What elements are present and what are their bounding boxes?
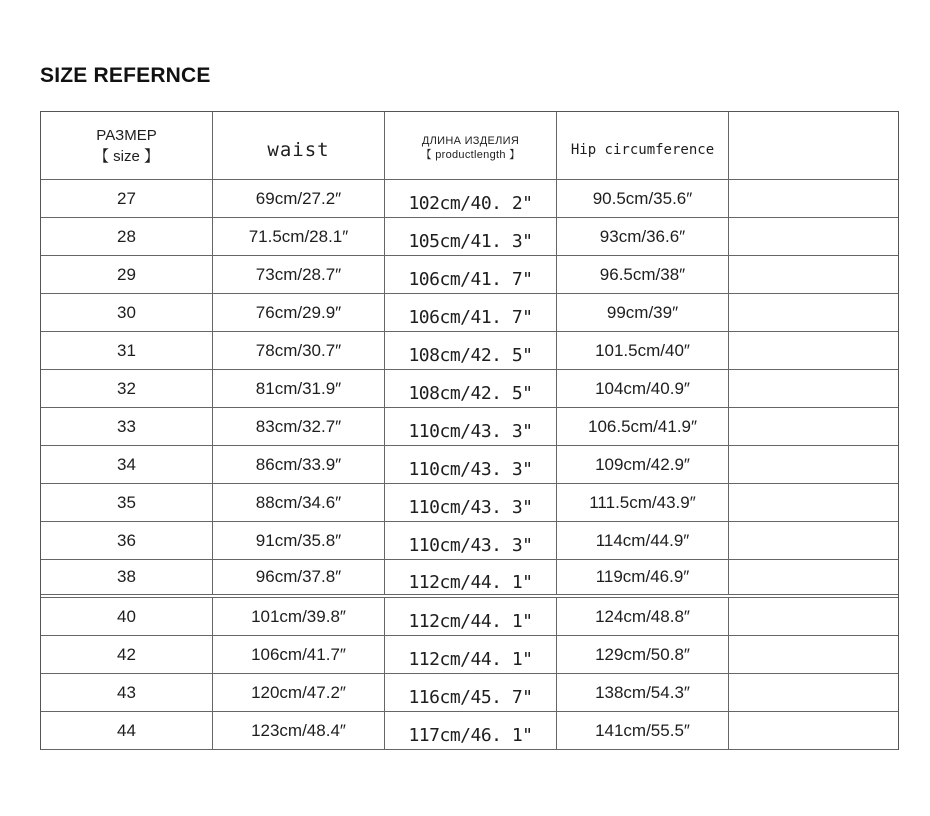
hip-cell: 129cm/50.8″ xyxy=(557,636,729,673)
extra-cell xyxy=(729,294,898,331)
hip-cell: 90.5cm/35.6″ xyxy=(557,180,729,217)
hip-cell: 104cm/40.9″ xyxy=(557,370,729,407)
table-header-row xyxy=(41,112,898,180)
size-cell: 44 xyxy=(41,712,213,749)
size-cell: 32 xyxy=(41,370,213,407)
extra-cell xyxy=(729,560,898,594)
table-row xyxy=(41,294,898,332)
waist-cell: 123cm/48.4″ xyxy=(213,712,385,749)
length-cell: 116cm/45. 7" xyxy=(385,674,557,711)
header-length xyxy=(385,112,557,179)
length-cell: 108cm/42. 5" xyxy=(385,370,557,407)
table-row xyxy=(41,408,898,446)
extra-cell xyxy=(729,218,898,255)
size-cell: 34 xyxy=(41,446,213,483)
length-cell: 112cm/44. 1" xyxy=(385,560,557,594)
hip-cell: 141cm/55.5″ xyxy=(557,712,729,749)
table-row xyxy=(41,674,898,712)
size-cell: 31 xyxy=(41,332,213,369)
header-size-line1: РАЗМЕР xyxy=(96,126,157,144)
table-row xyxy=(41,484,898,522)
waist-cell: 81cm/31.9″ xyxy=(213,370,385,407)
header-extra xyxy=(729,112,898,179)
extra-cell xyxy=(729,636,898,673)
length-cell: 102cm/40. 2" xyxy=(385,180,557,217)
size-cell: 40 xyxy=(41,598,213,635)
length-cell: 110cm/43. 3" xyxy=(385,408,557,445)
size-cell: 35 xyxy=(41,484,213,521)
extra-cell xyxy=(729,408,898,445)
hip-cell: 124cm/48.8″ xyxy=(557,598,729,635)
waist-cell: 96cm/37.8″ xyxy=(213,560,385,594)
header-length-line2: 【 productlength 】 xyxy=(420,148,521,161)
hip-cell: 93cm/36.6″ xyxy=(557,218,729,255)
extra-cell xyxy=(729,712,898,749)
hip-cell: 101.5cm/40″ xyxy=(557,332,729,369)
hip-cell: 111.5cm/43.9″ xyxy=(557,484,729,521)
length-cell: 110cm/43. 3" xyxy=(385,484,557,521)
extra-cell xyxy=(729,674,898,711)
waist-cell: 71.5cm/28.1″ xyxy=(213,218,385,255)
size-cell: 42 xyxy=(41,636,213,673)
waist-cell: 86cm/33.9″ xyxy=(213,446,385,483)
size-cell: 36 xyxy=(41,522,213,559)
length-cell: 106cm/41. 7" xyxy=(385,294,557,331)
length-cell: 110cm/43. 3" xyxy=(385,446,557,483)
extra-cell xyxy=(729,180,898,217)
page-title: SIZE REFERNCE xyxy=(40,64,211,87)
table-row xyxy=(41,712,898,750)
extra-cell xyxy=(729,370,898,407)
size-cell: 30 xyxy=(41,294,213,331)
waist-cell: 78cm/30.7″ xyxy=(213,332,385,369)
extra-cell xyxy=(729,446,898,483)
header-size xyxy=(41,112,213,179)
table-row xyxy=(41,522,898,560)
size-cell: 38 xyxy=(41,560,213,594)
waist-cell: 76cm/29.9″ xyxy=(213,294,385,331)
header-hip: Hip circumference xyxy=(557,112,729,179)
size-cell: 33 xyxy=(41,408,213,445)
waist-cell: 106cm/41.7″ xyxy=(213,636,385,673)
waist-cell: 120cm/47.2″ xyxy=(213,674,385,711)
length-cell: 112cm/44. 1" xyxy=(385,598,557,635)
extra-cell xyxy=(729,598,898,635)
length-cell: 110cm/43. 3" xyxy=(385,522,557,559)
table-row xyxy=(41,256,898,294)
header-length-line1: ДЛИНА ИЗДЕЛИЯ xyxy=(421,134,520,147)
hip-cell: 114cm/44.9″ xyxy=(557,522,729,559)
size-table xyxy=(40,111,899,750)
waist-cell: 73cm/28.7″ xyxy=(213,256,385,293)
extra-cell xyxy=(729,484,898,521)
waist-cell: 83cm/32.7″ xyxy=(213,408,385,445)
extra-cell xyxy=(729,332,898,369)
length-cell: 105cm/41. 3" xyxy=(385,218,557,255)
table-row xyxy=(41,180,898,218)
waist-cell: 91cm/35.8″ xyxy=(213,522,385,559)
table-row xyxy=(41,598,898,636)
length-cell: 108cm/42. 5" xyxy=(385,332,557,369)
size-cell: 27 xyxy=(41,180,213,217)
waist-cell: 69cm/27.2″ xyxy=(213,180,385,217)
hip-cell: 119cm/46.9″ xyxy=(557,560,729,594)
header-size-line2: 【 size 】 xyxy=(93,147,159,165)
table-row xyxy=(41,218,898,256)
hip-cell: 138cm/54.3″ xyxy=(557,674,729,711)
table-row xyxy=(41,636,898,674)
length-cell: 117cm/46. 1" xyxy=(385,712,557,749)
table-row xyxy=(41,370,898,408)
size-cell: 28 xyxy=(41,218,213,255)
table-row xyxy=(41,446,898,484)
size-cell: 29 xyxy=(41,256,213,293)
header-waist: waist xyxy=(213,112,385,179)
hip-cell: 109cm/42.9″ xyxy=(557,446,729,483)
hip-cell: 96.5cm/38″ xyxy=(557,256,729,293)
length-cell: 106cm/41. 7" xyxy=(385,256,557,293)
size-cell: 43 xyxy=(41,674,213,711)
table-row xyxy=(41,560,898,598)
waist-cell: 101cm/39.8″ xyxy=(213,598,385,635)
hip-cell: 99cm/39″ xyxy=(557,294,729,331)
length-cell: 112cm/44. 1" xyxy=(385,636,557,673)
hip-cell: 106.5cm/41.9″ xyxy=(557,408,729,445)
extra-cell xyxy=(729,256,898,293)
waist-cell: 88cm/34.6″ xyxy=(213,484,385,521)
extra-cell xyxy=(729,522,898,559)
table-body xyxy=(41,180,898,750)
table-row xyxy=(41,332,898,370)
